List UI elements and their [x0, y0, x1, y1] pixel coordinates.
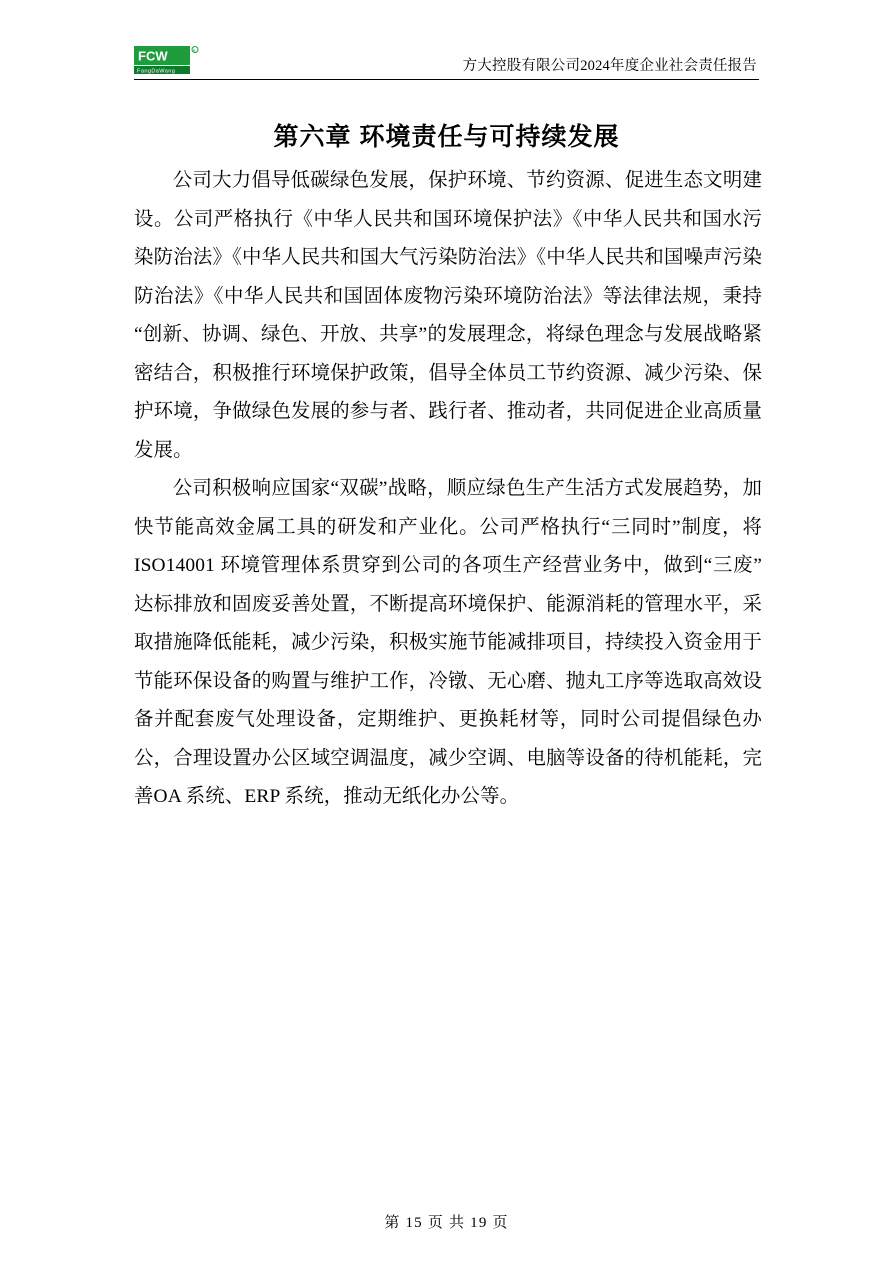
header-report-title: 方大控股有限公司2024年度企业社会责任报告 — [462, 58, 757, 74]
page-header — [134, 42, 759, 80]
company-logo — [134, 46, 200, 76]
paragraph: 公司大力倡导低碳绿色发展，保护环境、节约资源、促进生态文明建设。公司严格执行《中华人民共和国环境保护法》《中华人民共和国水污染防治法》《中华人民共和国大气污染防治法》《中华人民共和国噪声污染防治法》《中华人民共和国固体废物污染环境防治法》等法律法规，秉持“创新、协调、绿色、开放、共享”的发展理念，将绿色理念与发展战略紧密结合，积极推行环境保护政策，倡导全体员工节约资源、减少污染、保护环境，争做绿色发展的参与者、践行者、推动者，共同促进企业高质量发展。 — [134, 170, 762, 461]
page-footer: 第 15 页 共 19 页 — [384, 1215, 509, 1231]
svg-text:R: R — [192, 47, 196, 53]
paragraph: 公司积极响应国家“双碳”战略，顺应绿色生产生活方式发展趋势，加快节能高效金属工具的研发和产业化。公司严格执行“三同时”制度，将 ISO14001 环境管理体系贯穿到公司的各项生产经营业务中，做到“三废”达标排放和固废妥善处置，不断提高环境保护、能源消耗的管理水平，采取措施降低能耗，减少污染，积极实施节能减排项目，持续投入资金用于节能环保设备的购置与维护工作，冷镦、无心磨、抛丸工序等选取高效设备并配套废气处理设备，定期维护、更换耗材等，同时公司提倡绿色办公，合理设置办公区域空调温度，减少空调、电脑等设备的待机能耗，完善OA 系统、ERP 系统，推动无纸化办公等。 — [134, 478, 762, 807]
svg-text:FangDaWang: FangDaWang — [137, 68, 176, 75]
document-body — [134, 162, 762, 817]
chapter-title: 第六章 环境责任与可持续发展 — [273, 122, 620, 151]
svg-text:FCW: FCW — [138, 48, 168, 64]
